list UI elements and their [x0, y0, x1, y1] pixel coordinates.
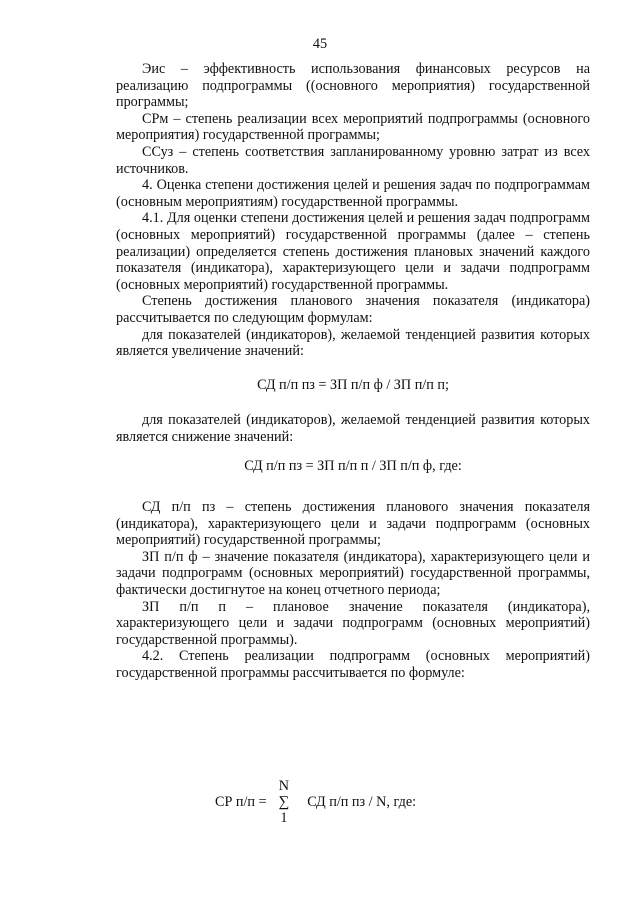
- paragraph-section-4-2: 4.2. Степень реализации подпрограмм (основных мероприятий) государственной программы рассчитывается по формуле:: [116, 648, 590, 681]
- formula-decrease: СД п/п пз = ЗП п/п п / ЗП п/п ф, где:: [244, 458, 462, 475]
- paragraph-section-4: 4. Оценка степени достижения целей и решения задач по подпрограммам (основным мероприятиям) государственной программы.: [116, 177, 590, 210]
- page-content: [116, 61, 590, 682]
- definition-zp-p: ЗП п/п п – плановое значение показателя (индикатора), характеризующего цели и задачи подпрограмм (основных мероприятий) государственной программы).: [116, 598, 590, 648]
- paragraph-decrease: для показателей (индикаторов), желаемой тенденцией развития которых является снижение значений:: [116, 412, 590, 445]
- paragraph-ssuz: ССуз – степень соответствия запланированному уровню затрат из всех источников.: [116, 143, 590, 177]
- sum-lower-limit: 1: [280, 810, 288, 826]
- paragraph-srm: СРм – степень реализации всех мероприятий подпрограммы (основного мероприятия) государственной программы;: [116, 110, 590, 144]
- page-number: 45: [312, 36, 328, 52]
- definition-sd: СД п/п пз – степень достижения планового значения показателя (индикатора), характеризующего цели и задачи подпрограмм (основных мероприятий) государственной программы;: [116, 499, 590, 549]
- sum-upper-limit: N: [278, 778, 290, 794]
- paragraph-eis: Эис – эффективность использования финансовых ресурсов на реализацию подпрограммы ((основного мероприятия) государственной программы;: [116, 61, 590, 111]
- paragraph-section-4-1: 4.1. Для оценки степени достижения целей и решения задач подпрограмм (основных мероприятий) государственной программы (далее – степень реализации) определяется степень достижения плановых значений каждого показателя (индикатора), характеризующего цели и задачи подпрограмм (основных мероприятий) государственной программы.: [116, 210, 590, 293]
- sigma-icon: ∑: [278, 794, 290, 810]
- definition-zp-f: ЗП п/п ф – значение показателя (индикатора), характеризующего цели и задачи подпрограмм (основных мероприятий) государственной программы, фактически достигнутое на конец отчетного периода;: [116, 548, 590, 599]
- formula-sum: [215, 778, 416, 826]
- paragraph-formulas-intro: Степень достижения планового значения показателя (индикатора) рассчитывается по следующим формулам:: [116, 293, 590, 326]
- formula-sum-rhs: СД п/п пз / N, где:: [307, 793, 417, 810]
- sum-symbol-group: [279, 778, 290, 826]
- formula-sum-lhs: СР п/п =: [215, 793, 267, 810]
- paragraph-increase: для показателей (индикаторов), желаемой тенденцией развития которых является увеличение значений:: [116, 326, 590, 360]
- formula-increase: СД п/п пз = ЗП п/п ф / ЗП п/п п;: [257, 376, 449, 393]
